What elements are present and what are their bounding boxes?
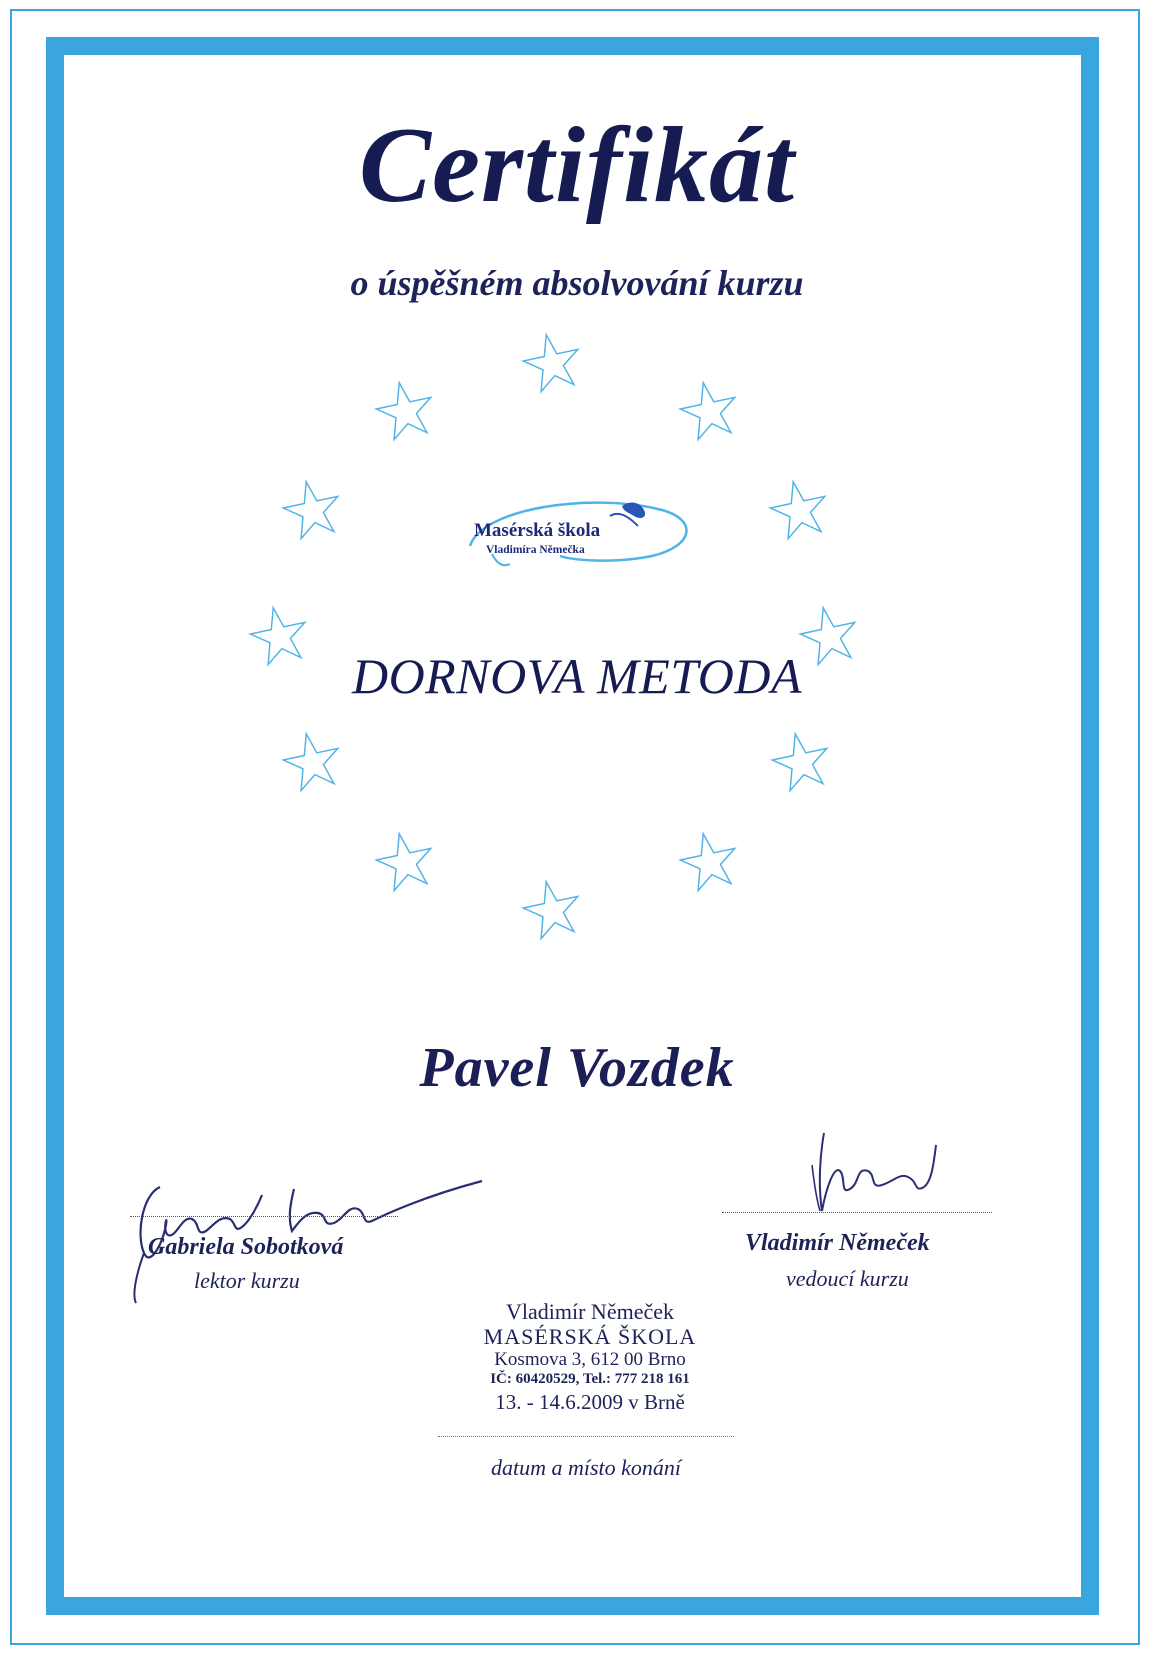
stamp-ids: IČ: 60420529, Tel.: 777 218 161 xyxy=(490,1370,690,1387)
certificate-subtitle: o úspěšném absolvování kurzu xyxy=(350,263,804,303)
participant-name: Pavel Vozdek xyxy=(419,1037,735,1099)
stamp-address: Kosmova 3, 612 00 Brno xyxy=(494,1349,686,1371)
stamp-owner: Vladimír Němeček xyxy=(506,1299,674,1324)
stamp-school: MASÉRSKÁ ŠKOLA xyxy=(483,1323,697,1349)
star-icon xyxy=(770,480,828,538)
logo-subtitle: Vladimíra Němečka xyxy=(486,544,585,556)
logo-name: Masérská škola xyxy=(474,520,601,541)
star-icon xyxy=(376,381,434,439)
signature-line-right xyxy=(722,1212,992,1213)
star-icon xyxy=(523,880,581,938)
star-icon xyxy=(680,832,738,890)
date-label: datum a místo konání xyxy=(490,1455,682,1480)
star-icon xyxy=(523,333,581,391)
star-icon xyxy=(680,381,738,439)
date-place: 13. - 14.6.2009 v Brně xyxy=(495,1390,685,1415)
star-icon xyxy=(283,480,341,538)
signature-right-icon xyxy=(790,1125,950,1225)
course-name: DORNOVA METODA xyxy=(351,648,803,704)
date-line xyxy=(438,1436,734,1437)
signature-line-left xyxy=(130,1216,398,1217)
signatory-right-name: Vladimír Němeček xyxy=(745,1230,930,1256)
star-icon xyxy=(283,732,341,790)
school-stamp xyxy=(440,1300,740,1415)
signatory-left-role: lektor kurzu xyxy=(194,1268,300,1293)
signatory-right-role: vedoucí kurzu xyxy=(786,1266,909,1291)
star-icon xyxy=(376,832,434,890)
school-logo xyxy=(462,498,712,584)
certificate-title: Certifikát xyxy=(359,106,795,225)
star-icon xyxy=(772,732,830,790)
signatory-left-name: Gabriela Sobotková xyxy=(148,1234,344,1260)
